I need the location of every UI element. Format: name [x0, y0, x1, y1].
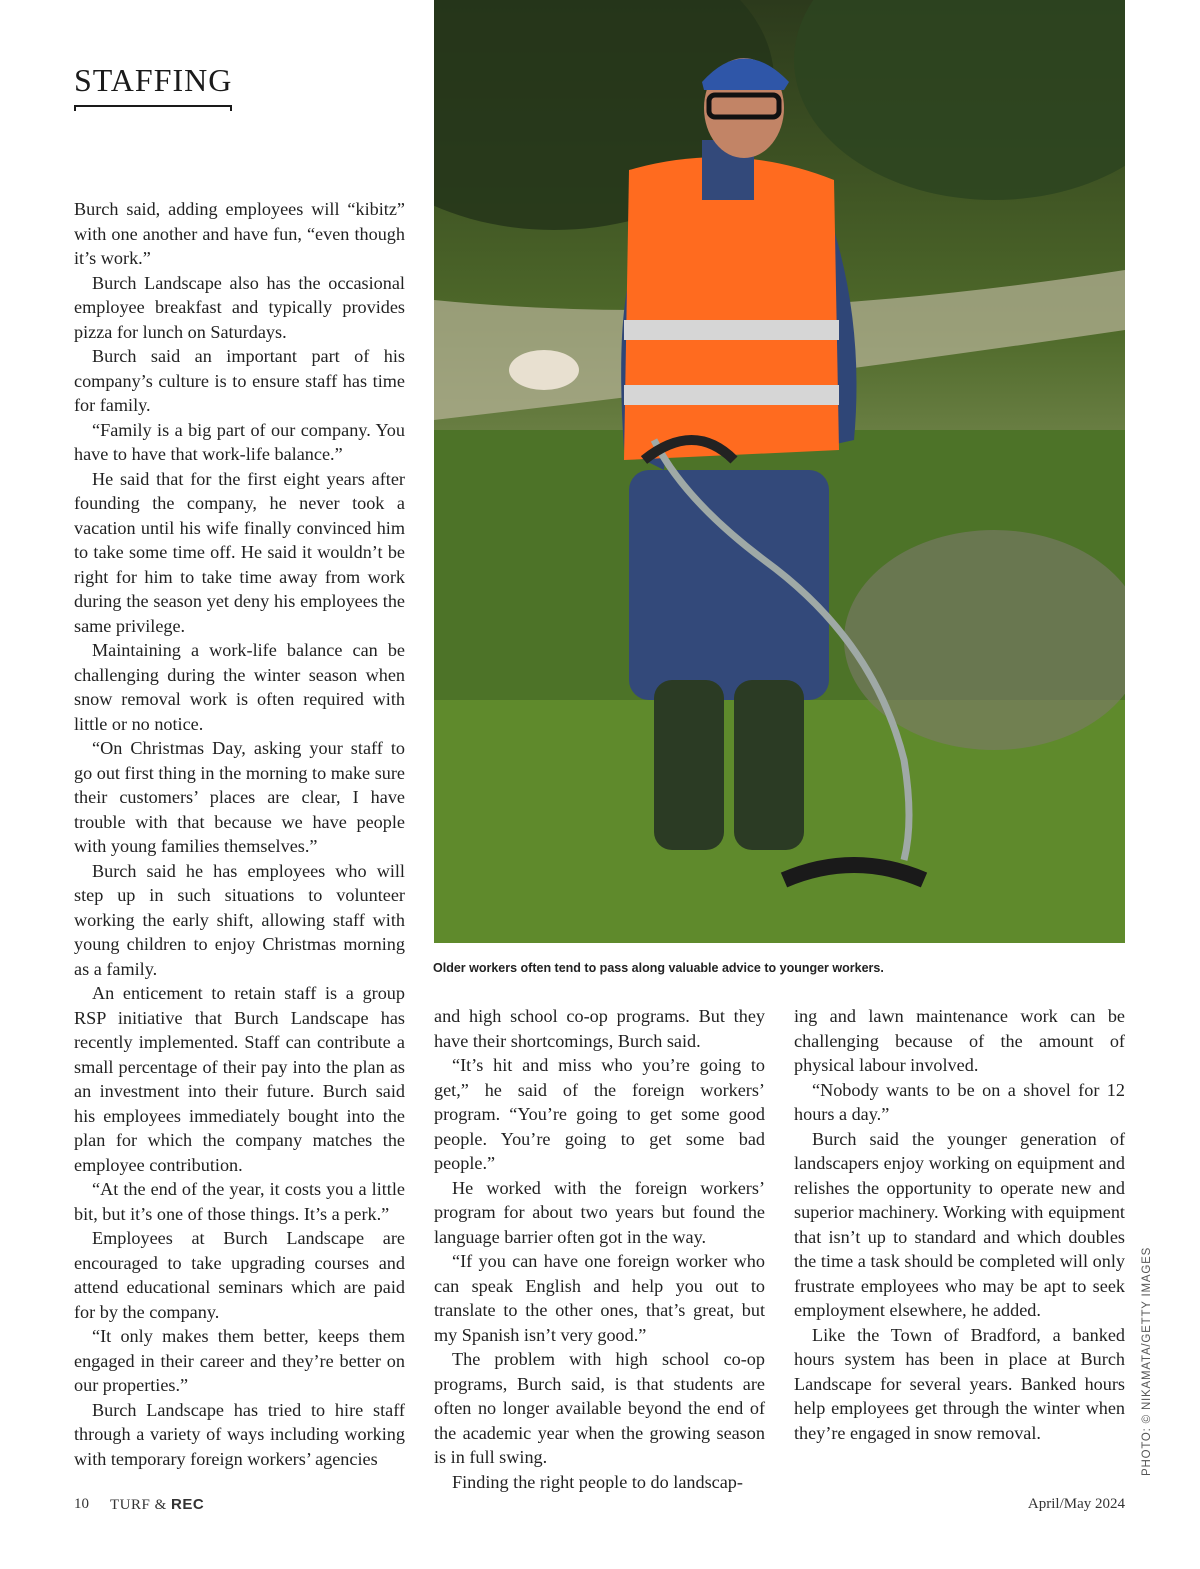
article-column-1: [74, 197, 405, 1471]
paragraph: He worked with the foreign workers’ program for about two years but found the language barrier often got in the way.: [434, 1177, 765, 1247]
paragraph: Burch said the younger generation of landscapers enjoy working on equipment and relishes the opportunity to operate new and superior machinery. Working with equipment that isn’t up to standard and which doubles the time a task should be completed will only frustrate employees who may be apt to seek employment elsewhere, he added.: [794, 1128, 1125, 1320]
paragraph: “If you can have one foreign worker who can speak English and help you out to translate to the other ones, that’s great, but my Spanish isn’t very good.”: [434, 1251, 765, 1345]
paragraph: Maintaining a work-life balance can be challenging during the winter season when snow removal work is often required with little or no notice.: [74, 640, 405, 734]
paragraph: “At the end of the year, it costs you a little bit, but it’s one of those things. It’s a perk.”: [74, 1179, 405, 1224]
paragraph: “Nobody wants to be on a shovel for 12 hours a day.”: [794, 1079, 1125, 1124]
paragraph: Burch said he has employees who will step up in such situations to volunteer working the early shift, allowing staff with young children to enjoy Christmas morning as a family.: [74, 860, 405, 979]
article-column-3: [794, 1004, 1125, 1445]
paragraph: ing and lawn maintenance work can be challenging because of the amount of physical labour involved.: [794, 1006, 1125, 1075]
photo-illustration: [434, 0, 1125, 943]
paragraph: and high school co-op programs. But they have their shortcomings, Burch said.: [434, 1006, 765, 1051]
paragraph: “It only makes them better, keeps them engaged in their career and they’re better on our properties.”: [74, 1326, 405, 1395]
paragraph: “Family is a big part of our company. You have to have that work-life balance.”: [74, 419, 405, 464]
paragraph: He said that for the first eight years after founding the company, he never took a vacation until his wife finally convinced him to take some time off. He said it wouldn’t be right for him to take time away from work during the season yet deny his employees the same privilege.: [74, 468, 405, 636]
photo-caption: Older workers often tend to pass along valuable advice to younger workers.: [433, 961, 884, 975]
section-heading: STAFFING: [74, 62, 232, 107]
magazine-name-prefix: TURF &: [110, 1497, 167, 1513]
paragraph: Employees at Burch Landscape are encouraged to take upgrading courses and attend educational seminars which are paid for by the company.: [74, 1228, 405, 1322]
paragraph: The problem with high school co-op programs, Burch said, is that students are often no longer available beyond the end of the academic year when the growing season is in full swing.: [434, 1349, 765, 1467]
article-column-2: [434, 1004, 765, 1494]
paragraph: Burch Landscape has tried to hire staff through a variety of ways including working with temporary foreign workers’ agencies: [74, 1399, 405, 1469]
paragraph: “It’s hit and miss who you’re going to get,” he said of the foreign workers’ program. “You’re going to get some good people. You’re going to get some bad people.”: [434, 1055, 765, 1173]
paragraph: Burch said, adding employees will “kibitz” with one another and have fun, “even though it’s work.”: [74, 199, 405, 268]
paragraph: Burch Landscape also has the occasional employee breakfast and typically provides pizza for lunch on Saturdays.: [74, 272, 405, 342]
issue-date: April/May 2024: [1027, 1496, 1125, 1512]
magazine-name: [110, 1496, 204, 1514]
paragraph: Like the Town of Bradford, a banked hours system has been in place at Burch Landscape for several years. Banked hours help employees get through the winter when they’re engaged in snow removal.: [794, 1324, 1125, 1443]
paragraph: An enticement to retain staff is a group RSP initiative that Burch Landscape has recently implemented. Staff can contribute a small percentage of their pay into the plan as an investment into their future. Burch said his employees immediately bought into the plan for which the company matches the employee contribution.: [74, 983, 405, 1175]
paragraph: “On Christmas Day, asking your staff to go out first thing in the morning to make sure their customers’ places are clear, I have trouble with that because we have people with young families themselves.”: [74, 738, 405, 856]
paragraph: Burch said an important part of his company’s culture is to ensure staff has time for family.: [74, 346, 405, 415]
page-number: 10: [74, 1496, 89, 1512]
paragraph: Finding the right people to do landscap-: [452, 1471, 743, 1492]
magazine-name-suffix: REC: [171, 1496, 205, 1513]
article-photo: [434, 0, 1125, 943]
photo-credit: PHOTO: © NIKAMATA/GETTY IMAGES: [1141, 1246, 1153, 1476]
